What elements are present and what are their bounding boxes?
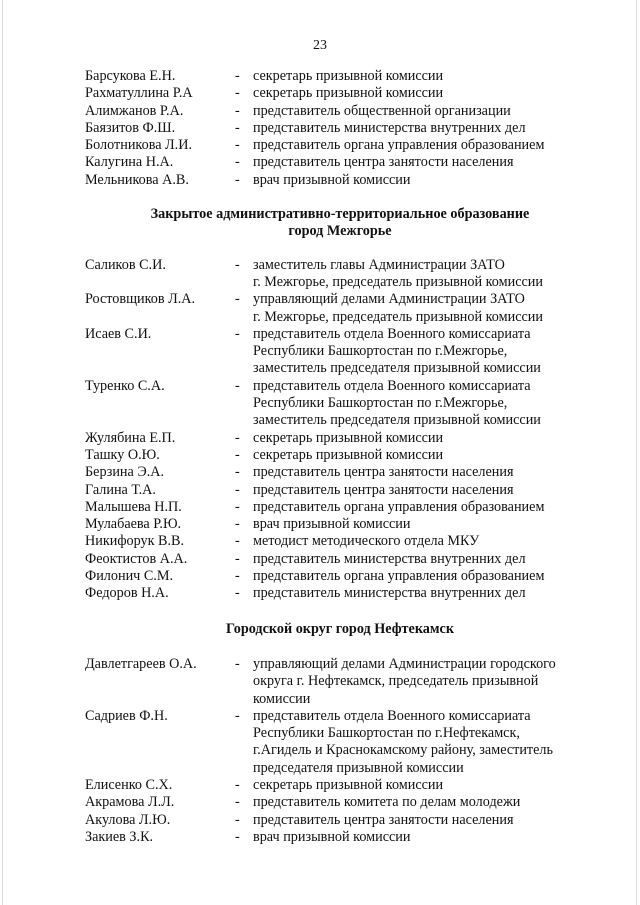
member-role <box>253 120 595 137</box>
member-name: Туренко С.А. <box>85 377 165 394</box>
role-line: представитель общественной организации <box>253 102 511 119</box>
member-role <box>253 708 595 777</box>
member-name: Мельникова А.В. <box>85 171 189 188</box>
role-line: представитель министерства внутренних дел <box>253 585 526 602</box>
member-name: Исаев С.И. <box>85 325 152 342</box>
heading-line: Городской округ город Нефтекамск <box>225 620 455 637</box>
member-name: Давлетгареев О.А. <box>85 655 197 672</box>
role-line: представитель министерства внутренних дел <box>253 550 526 567</box>
role-line: представитель отдела Военного комиссариата <box>253 377 531 394</box>
separator-dash: - <box>235 464 240 481</box>
separator-dash: - <box>235 256 240 273</box>
member-role <box>253 812 595 829</box>
member-row <box>85 68 595 85</box>
separator-dash: - <box>235 325 240 342</box>
member-role <box>253 568 595 585</box>
member-row <box>85 533 595 550</box>
role-line: управляющий делами Администрации ЗАТО <box>253 291 525 308</box>
separator-dash: - <box>235 794 240 811</box>
member-row <box>85 120 595 137</box>
separator-dash: - <box>235 568 240 585</box>
member-row <box>85 154 595 171</box>
role-line: управляющий делами Администрации городского <box>253 655 556 672</box>
member-row <box>85 103 595 120</box>
member-role <box>253 464 595 481</box>
role-line: методист методического отдела МКУ <box>253 533 480 550</box>
member-name: Жулябина Е.П. <box>85 429 176 446</box>
member-name: Акулова Л.Ю. <box>85 811 171 828</box>
role-line: заместитель председателя призывной комиссии <box>253 360 541 377</box>
heading-line: Закрытое административно-территориальное образование <box>150 206 530 223</box>
separator-dash: - <box>235 655 240 672</box>
section-0 <box>85 68 595 189</box>
role-line: представитель центра занятости населения <box>253 464 514 481</box>
scan-edge-left <box>2 0 3 905</box>
member-name: Садриев Ф.Н. <box>85 707 168 724</box>
member-row <box>85 568 595 585</box>
role-line: комиссии <box>253 690 311 707</box>
member-name: Феоктистов А.А. <box>85 550 188 567</box>
member-row <box>85 291 595 326</box>
role-line: представитель министерства внутренних дел <box>253 119 526 136</box>
member-row <box>85 551 595 568</box>
member-row <box>85 585 595 602</box>
member-role <box>253 585 595 602</box>
heading-line: город Межгорье <box>288 223 392 240</box>
member-role <box>253 137 595 154</box>
separator-dash: - <box>235 68 240 84</box>
member-row <box>85 464 595 481</box>
separator-dash: - <box>235 550 240 567</box>
role-line: секретарь призывной комиссии <box>253 429 444 446</box>
member-row <box>85 326 595 378</box>
role-line: Республики Башкортостан по г.Нефтекамск, <box>253 725 520 742</box>
separator-dash: - <box>235 776 240 793</box>
member-role <box>253 482 595 499</box>
member-row <box>85 482 595 499</box>
separator-dash: - <box>235 446 240 463</box>
member-role <box>253 533 595 550</box>
member-name: Рахматуллина Р.А <box>85 85 193 102</box>
role-line: представитель центра занятости населения <box>253 481 514 498</box>
member-name: Алимжанов Р.А. <box>85 102 184 119</box>
role-line: врач призывной комиссии <box>253 171 411 188</box>
member-role <box>253 103 595 120</box>
separator-dash: - <box>235 498 240 515</box>
member-name: Берзина Э.А. <box>85 464 165 481</box>
member-name: Мулабаева Р.Ю. <box>85 516 182 533</box>
separator-dash: - <box>235 377 240 394</box>
member-name: Елисенко С.Х. <box>85 776 173 793</box>
member-role <box>253 499 595 516</box>
separator-dash: - <box>235 481 240 498</box>
member-name: Ростовщиков Л.А. <box>85 291 196 308</box>
member-row <box>85 430 595 447</box>
member-row <box>85 656 595 708</box>
role-line: заместитель главы Администрации ЗАТО <box>253 256 505 273</box>
role-line: Республики Башкортостан по г.Межгорье, <box>253 343 508 360</box>
role-line: Республики Башкортостан по г.Межгорье, <box>253 395 508 412</box>
member-role <box>253 430 595 447</box>
role-line: представитель комитета по делам молодежи <box>253 794 521 811</box>
role-line: округа г. Нефтекамск, председатель призывной <box>253 673 539 690</box>
section-2 <box>85 621 595 847</box>
member-name: Филонич С.М. <box>85 568 174 585</box>
section-heading <box>85 206 595 241</box>
separator-dash: - <box>235 828 240 845</box>
member-name: Барсукова Е.Н. <box>85 68 176 84</box>
role-line: представитель отдела Военного комиссариата <box>253 707 531 724</box>
role-line: представитель отдела Военного комиссариата <box>253 325 531 342</box>
separator-dash: - <box>235 429 240 446</box>
member-row <box>85 794 595 811</box>
member-role <box>253 777 595 794</box>
role-line: г.Агидель и Краснокамскому району, заместитель <box>253 742 553 759</box>
member-role <box>253 326 595 378</box>
member-role <box>253 656 595 708</box>
member-role <box>253 447 595 464</box>
role-line: врач призывной комиссии <box>253 516 411 533</box>
member-role <box>253 154 595 171</box>
member-name: Ташку О.Ю. <box>85 446 160 463</box>
member-name: Калугина Н.А. <box>85 154 174 171</box>
member-name: Федоров Н.А. <box>85 585 169 602</box>
member-row <box>85 378 595 430</box>
member-name: Саликов С.И. <box>85 256 166 273</box>
role-line: заместитель председателя призывной комиссии <box>253 412 541 429</box>
role-line: секретарь призывной комиссии <box>253 85 444 102</box>
separator-dash: - <box>235 811 240 828</box>
member-row <box>85 777 595 794</box>
role-line: г. Межгорье, председатель призывной комиссии <box>253 273 543 290</box>
role-line: представитель органа управления образованием <box>253 498 545 515</box>
member-name: Закиев З.К. <box>85 828 154 845</box>
member-name: Акрамова Л.Л. <box>85 794 175 811</box>
role-line: секретарь призывной комиссии <box>253 68 444 84</box>
member-role <box>253 172 595 189</box>
role-line: представитель центра занятости населения <box>253 154 514 171</box>
separator-dash: - <box>235 516 240 533</box>
role-line: представитель органа управления образованием <box>253 137 545 154</box>
member-role <box>253 68 595 85</box>
member-row <box>85 447 595 464</box>
separator-dash: - <box>235 171 240 188</box>
member-name: Малышева Н.П. <box>85 498 182 515</box>
member-row <box>85 812 595 829</box>
role-line: председателя призывной комиссии <box>253 759 464 776</box>
member-row <box>85 516 595 533</box>
member-role <box>253 378 595 430</box>
separator-dash: - <box>235 85 240 102</box>
separator-dash: - <box>235 154 240 171</box>
member-row <box>85 708 595 777</box>
role-line: представитель органа управления образованием <box>253 568 545 585</box>
separator-dash: - <box>235 291 240 308</box>
scan-edge-right <box>636 0 637 905</box>
role-line: врач призывной комиссии <box>253 828 411 845</box>
member-name: Баязитов Ф.Ш. <box>85 119 176 136</box>
separator-dash: - <box>235 119 240 136</box>
separator-dash: - <box>235 585 240 602</box>
member-role <box>253 551 595 568</box>
member-role <box>253 794 595 811</box>
member-role <box>253 85 595 102</box>
member-role <box>253 516 595 533</box>
role-line: г. Межгорье, председатель призывной комиссии <box>253 308 543 325</box>
member-list <box>85 68 595 846</box>
member-row <box>85 829 595 846</box>
separator-dash: - <box>235 533 240 550</box>
member-name: Галина Т.А. <box>85 481 156 498</box>
section-heading <box>85 621 595 638</box>
member-role <box>253 257 595 292</box>
member-role <box>253 291 595 326</box>
member-row <box>85 257 595 292</box>
member-row <box>85 172 595 189</box>
section-1 <box>85 206 595 603</box>
member-role <box>253 829 595 846</box>
member-name: Никифорук В.В. <box>85 533 185 550</box>
role-line: представитель центра занятости населения <box>253 811 514 828</box>
member-name: Болотникова Л.И. <box>85 137 193 154</box>
member-row <box>85 137 595 154</box>
separator-dash: - <box>235 707 240 724</box>
role-line: секретарь призывной комиссии <box>253 446 444 463</box>
role-line: секретарь призывной комиссии <box>253 776 444 793</box>
member-row <box>85 85 595 102</box>
separator-dash: - <box>235 102 240 119</box>
page-number: 23 <box>313 38 327 53</box>
member-row <box>85 499 595 516</box>
separator-dash: - <box>235 137 240 154</box>
